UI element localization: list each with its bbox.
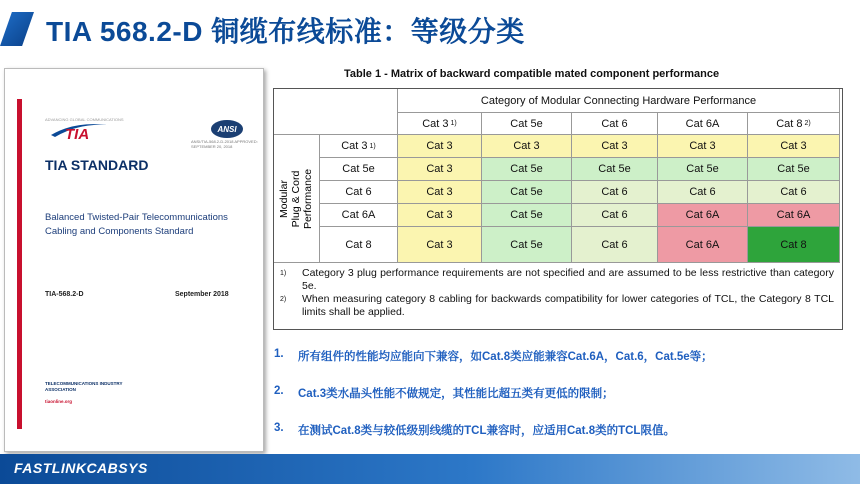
slide-title: TIA 568.2-D 铜缆布线标准：等级分类 [46, 16, 525, 47]
row-header: Cat 5e [320, 158, 398, 181]
matrix-cell: Cat 3 [398, 227, 482, 263]
title-accent-shape [0, 12, 34, 46]
point-number: 2. [274, 385, 284, 397]
matrix-cell: Cat 6A [658, 227, 748, 263]
compatibility-matrix [273, 88, 843, 330]
matrix-cell: Cat 6A [748, 204, 840, 227]
row-group-header [274, 135, 320, 263]
tia-logo [45, 119, 115, 143]
key-point [274, 385, 844, 422]
matrix-corner [274, 89, 398, 135]
matrix-cell: Cat 8 [748, 227, 840, 263]
doc-red-stripe [17, 99, 22, 429]
matrix-cell: Cat 3 [658, 135, 748, 158]
key-point [274, 348, 844, 385]
ansi-logo [209, 119, 245, 139]
matrix-cell: Cat 6 [572, 204, 658, 227]
doc-header-small-text: ADVANCING GLOBAL COMMUNICATIONS [45, 117, 124, 122]
note-text: When measuring category 8 cabling for backwards compatibility for lower categories of TCL, the Category 8 TCL limits shall be applied. [302, 293, 834, 318]
column-header: Cat 8 2) [748, 113, 840, 135]
point-text: Cat.3类水晶头性能不做规定，其性能比超五类有更低的限制； [298, 388, 614, 400]
matrix-cell: Cat 3 [482, 135, 572, 158]
svg-text:ANSI: ANSI [217, 125, 237, 134]
matrix-cell: Cat 3 [398, 204, 482, 227]
matrix-cell: Cat 5e [482, 181, 572, 204]
row-header: Cat 3 1) [320, 135, 398, 158]
ansi-approval-text: ANSI/TIA-568.2-D-2018 APPROVED: SEPTEMBER 20, 2018 [191, 139, 258, 149]
matrix-cell: Cat 3 [398, 135, 482, 158]
note-text: Category 3 plug performance requirements are not specified and are assumed to be less restrictive than category 5e. [302, 267, 834, 292]
matrix-cell: Cat 6 [748, 181, 840, 204]
table-notes [274, 263, 840, 327]
matrix-cell: Cat 5e [482, 227, 572, 263]
matrix-cell: Cat 5e [482, 158, 572, 181]
matrix-cell: Cat 3 [572, 135, 658, 158]
svg-text:TIA: TIA [65, 126, 90, 143]
column-header: Cat 3 1) [398, 113, 482, 135]
matrix-cell: Cat 6 [572, 181, 658, 204]
table-note [274, 267, 840, 293]
matrix-cell: Cat 5e [658, 158, 748, 181]
title-bar [0, 0, 860, 62]
key-points-list [274, 348, 844, 459]
matrix-cell: Cat 6 [572, 227, 658, 263]
table-title: Table 1 - Matrix of backward compatible mated component performance [344, 68, 720, 80]
matrix-cell: Cat 3 [398, 158, 482, 181]
matrix-cell: Cat 3 [398, 181, 482, 204]
row-header: Cat 8 [320, 227, 398, 263]
doc-date: September 2018 [175, 291, 229, 298]
doc-footer-org: TELECOMMUNICATIONS INDUSTRY ASSOCIATION [45, 381, 123, 392]
row-group-header-text: Modular Plug & Cord Performance [278, 168, 315, 229]
matrix-cell: Cat 5e [748, 158, 840, 181]
doc-standard-label: TIA STANDARD [45, 157, 149, 173]
footer-bar [0, 454, 860, 484]
point-number: 1. [274, 348, 284, 360]
doc-number: TIA-568.2-D [45, 291, 84, 298]
footer-brand: FASTLINKCABSYS [14, 460, 148, 476]
matrix-cell: Cat 6 [658, 181, 748, 204]
matrix-cell: Cat 5e [482, 204, 572, 227]
point-number: 3. [274, 422, 284, 434]
point-text: 所有组件的性能均应能向下兼容，如Cat.8类应能兼容Cat.6A，Cat.6，Cat.5e等； [298, 351, 713, 363]
row-header: Cat 6A [320, 204, 398, 227]
column-group-header: Category of Modular Connecting Hardware Performance [398, 89, 840, 113]
matrix-cell: Cat 6A [658, 204, 748, 227]
matrix-cell: Cat 3 [748, 135, 840, 158]
point-text: 在测试Cat.8类与较低级别线缆的TCL兼容时，应适用Cat.8类的TCL限值。 [298, 425, 675, 437]
row-header: Cat 6 [320, 181, 398, 204]
doc-description: Balanced Twisted-Pair Telecommunications Cabling and Components Standard [45, 212, 228, 237]
doc-footer-url: tiaonline.org [45, 399, 72, 404]
column-header: Cat 5e [482, 113, 572, 135]
note-mark: 1) [280, 270, 287, 277]
standard-document-cover [4, 68, 264, 452]
note-mark: 2) [280, 296, 287, 303]
column-header: Cat 6A [658, 113, 748, 135]
table-note [274, 293, 840, 319]
column-header: Cat 6 [572, 113, 658, 135]
matrix-cell: Cat 5e [572, 158, 658, 181]
